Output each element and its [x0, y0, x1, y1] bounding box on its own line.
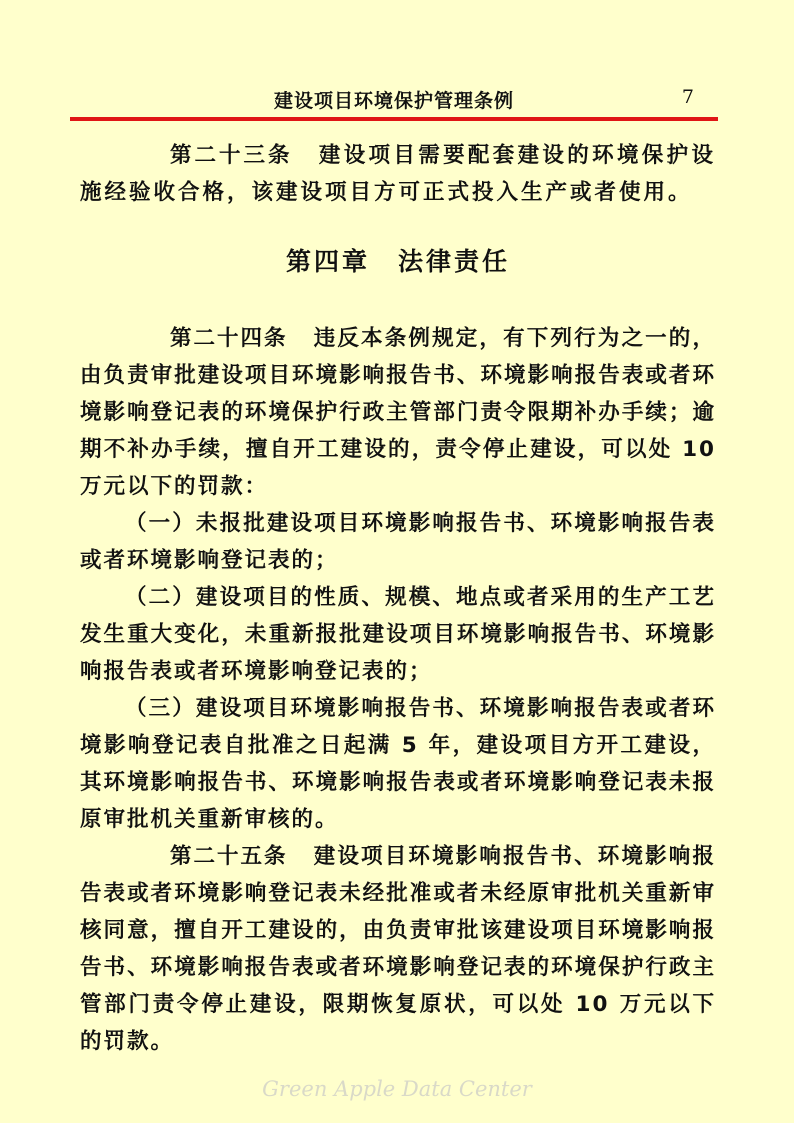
chapter-title: 法律责任	[398, 247, 511, 276]
article-24	[80, 320, 716, 505]
article-25	[80, 838, 716, 1060]
page-number: 7	[681, 86, 694, 108]
article-24-item-2: （二）建设项目的性质、规模、地点或者采用的生产工艺发生重大变化，未重新报批建设项目环境影响报告书、环境影响报告表或者环境影响登记表的；	[80, 585, 716, 684]
chapter-number: 第四章	[285, 247, 370, 276]
header-divider	[70, 117, 718, 121]
watermark: Green Apple Data Center	[262, 1077, 532, 1101]
article-23	[80, 137, 716, 211]
article-24-label: 第二十四条	[170, 326, 288, 351]
article-25-label: 第二十五条	[170, 844, 288, 869]
article-24-text: 违反本条例规定，有下列行为之一的，由负责审批建设项目环境影响报告书、环境影响报告表或者环境影响登记表的环境保护行政主管部门责令限期补办手续；逾期不补办手续，擅自开工建设的，责令停止建设，可以处 10 万元以下的罚款：	[80, 326, 716, 499]
article-23-text: 建设项目需要配套建设的环境保护设施经验收合格，该建设项目方可正式投入生产或者使用。	[80, 143, 716, 205]
article-24-item-3: （三）建设项目环境影响报告书、环境影响报告表或者环境影响登记表自批准之日起满 5 年，建设项目方开工建设，其环境影响报告书、环境影响报告表或者环境影响登记表未报原审批机关重新审核的。	[80, 696, 716, 832]
article-24-item-1: （一）未报批建设项目环境影响报告书、环境影响报告表或者环境影响登记表的；	[80, 511, 716, 573]
article-25-text: 建设项目环境影响报告书、环境影响报告表或者环境影响登记表未经批准或者未经原审批机关重新审核同意，擅自开工建设的，由负责审批该建设项目环境影响报告书、环境影响报告表或者环境影响登记表的环境保护行政主管部门责令停止建设，限期恢复原状，可以处 10 万元以下的罚款。	[80, 844, 716, 1054]
page-header	[70, 86, 718, 110]
page-body	[80, 137, 716, 1060]
chapter-heading	[80, 243, 716, 280]
article-23-label: 第二十三条	[170, 143, 293, 168]
header-title: 建设项目环境保护管理条例	[273, 90, 514, 112]
